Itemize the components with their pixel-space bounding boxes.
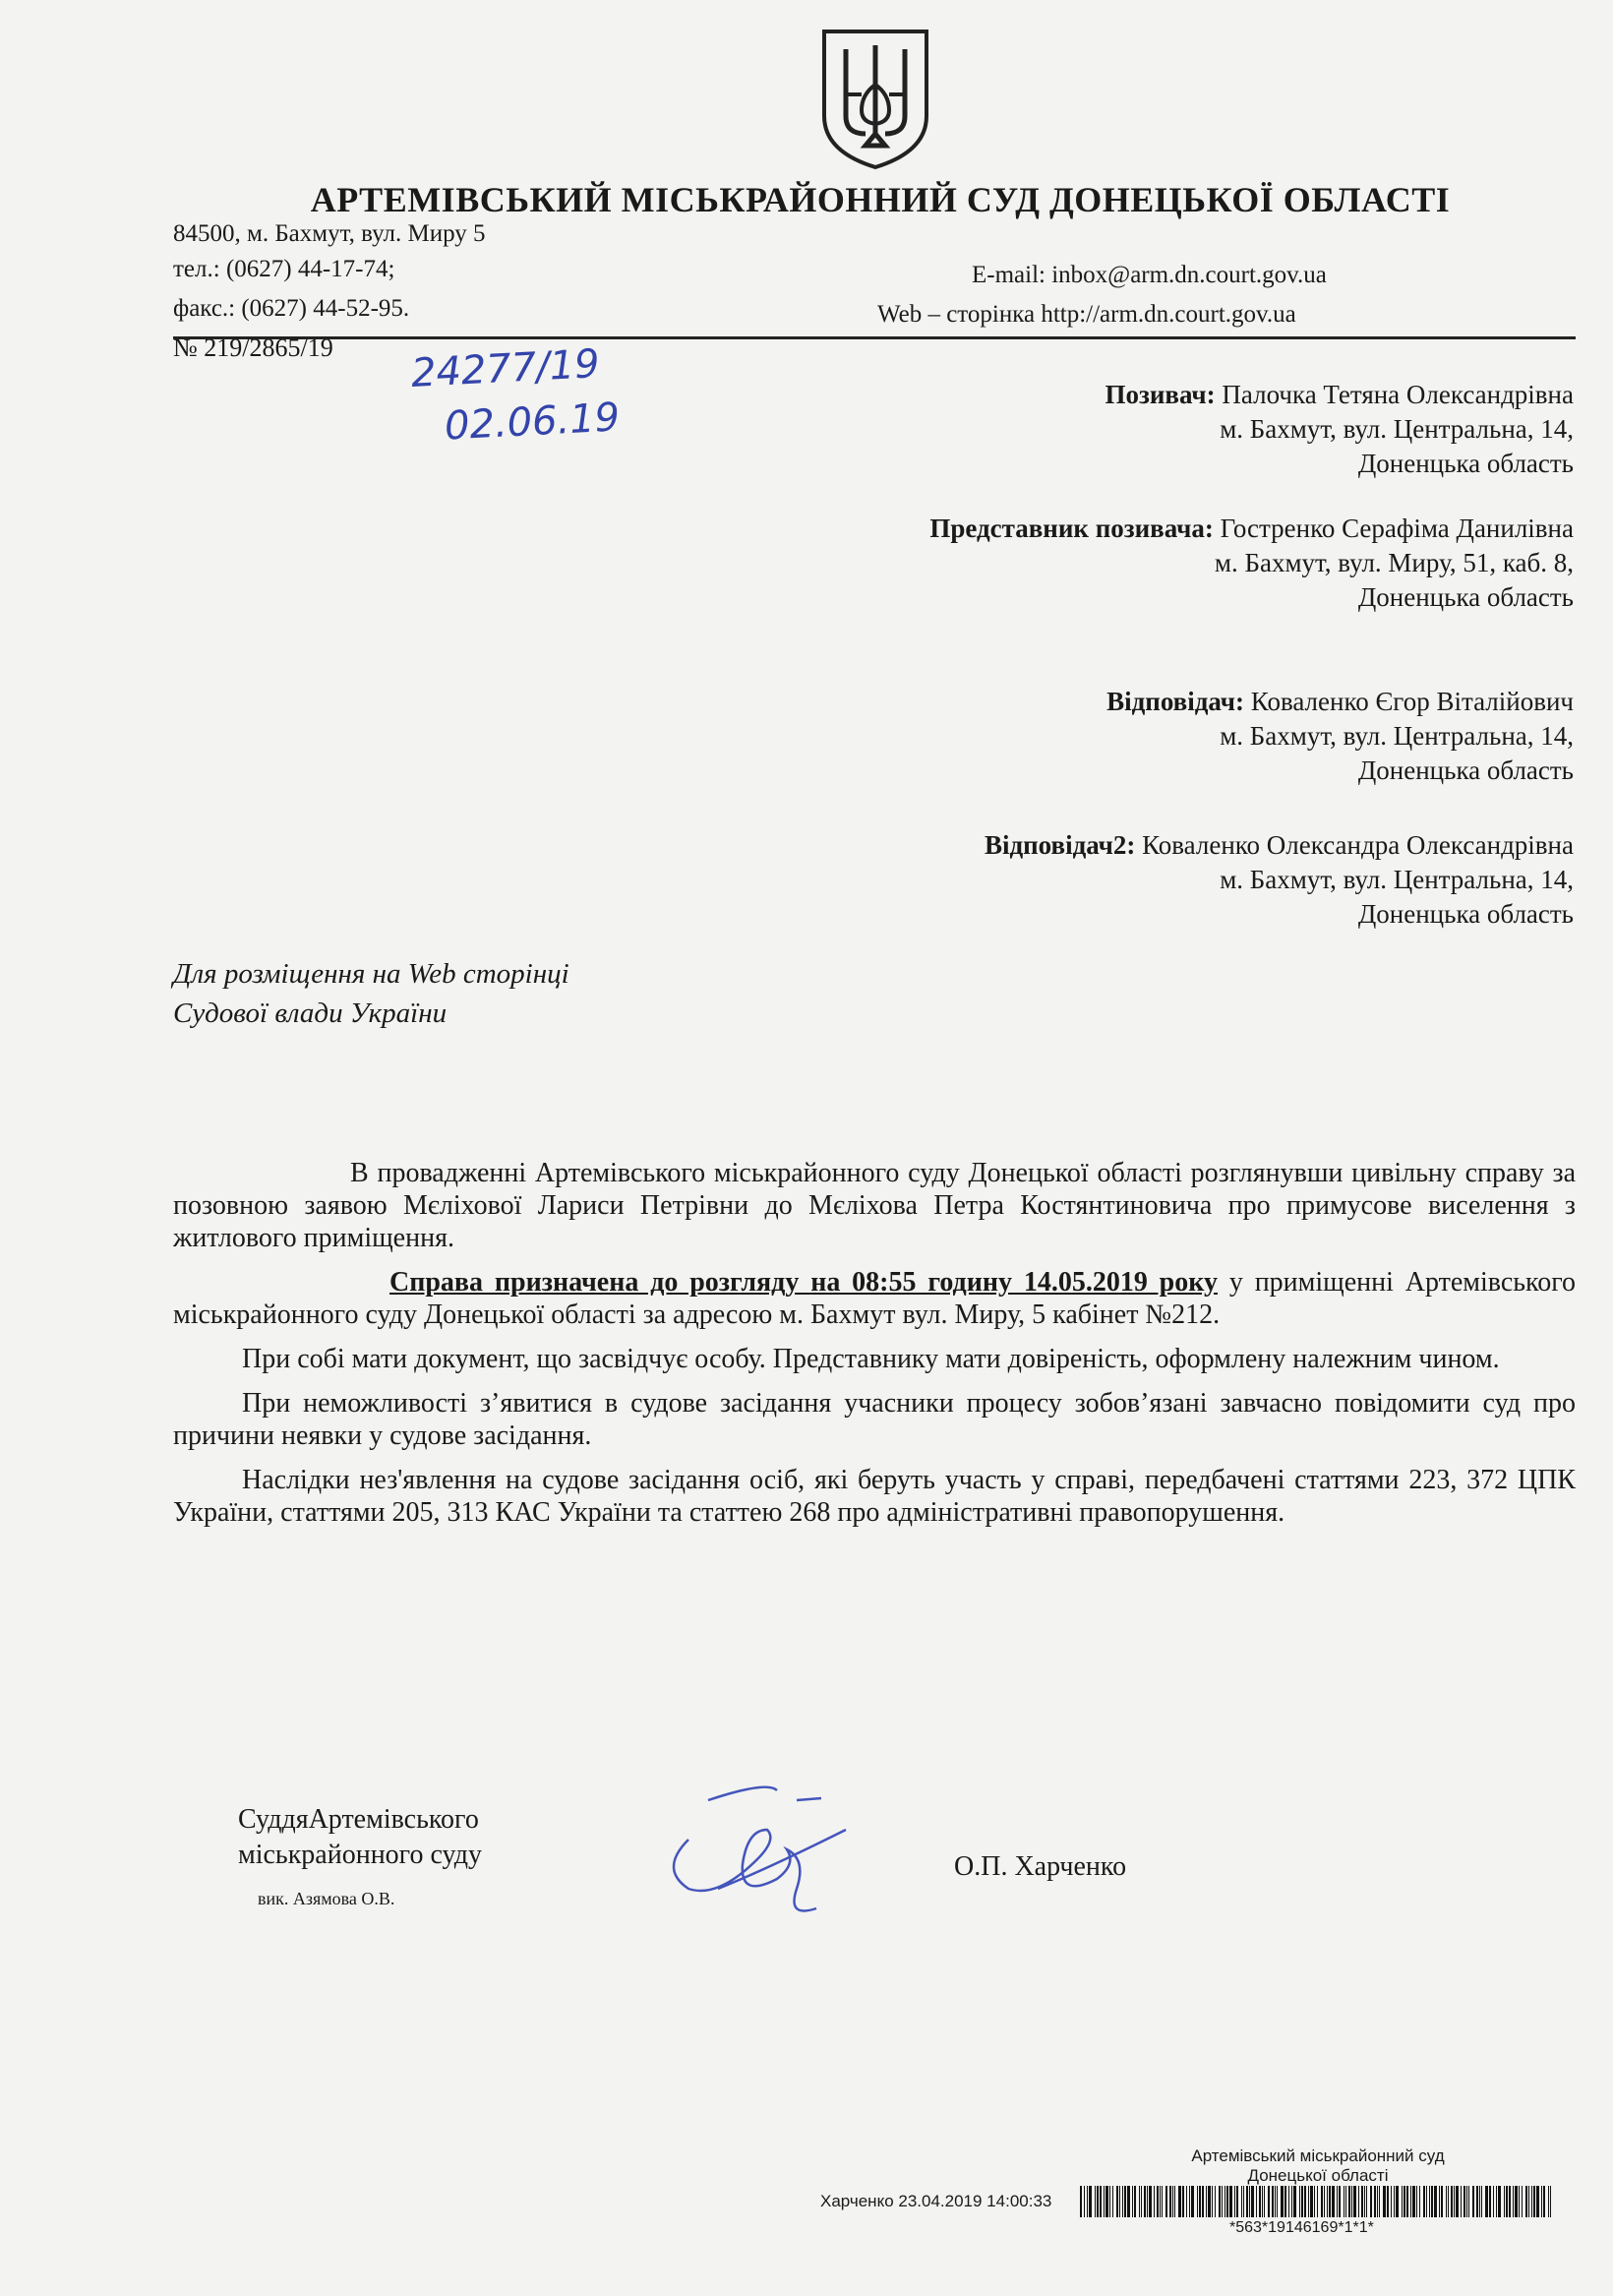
hearing-schedule-heading: Справа призначена до розгляду на 08:55 годину 14.05.2019 року [389,1267,1218,1298]
judge-title [238,1802,482,1873]
handwritten-signature-icon [649,1771,866,1928]
party-region: Доненцька область [1357,582,1574,612]
party-address: м. Бахмут, вул. Центральна, 14, [1220,721,1574,751]
court-email: E-mail: inbox@arm.dn.court.gov.ua [972,262,1327,288]
party-plaintiff-representative [393,512,1574,615]
handwritten-incoming-date: 02.06.19 [443,394,622,450]
party-name: Гостренко Серафіма Данилівна [1220,514,1574,543]
judge-name: О.П. Харченко [954,1851,1127,1882]
party-defendant [393,685,1574,788]
id-document-paragraph: При собі мати документ, що засвідчує особу. Представнику мати довіреність, оформлену належним чином. [242,1344,1500,1374]
party-plaintiff [393,378,1574,481]
party-address: м. Бахмут, вул. Миру, 51, каб. 8, [1214,548,1574,577]
court-phone: тел.: (0627) 44-17-74; [173,256,395,282]
court-website: Web – сторінка http://arm.dn.court.gov.ua [877,301,1296,328]
judge-title-line: СуддяАртемівського [238,1804,479,1835]
court-fax: факс.: (0627) 44-52-95. [173,295,410,322]
stamp-org-line: Донецької області [1247,2166,1389,2185]
party-role: Відповідач2: [984,830,1136,860]
party-role: Відповідач: [1106,687,1245,716]
coat-of-arms-icon [816,26,934,171]
party-region: Доненцька область [1357,449,1574,478]
party-name: Коваленко Єгор Віталійович [1250,687,1574,716]
web-note-line: Для розміщення на Web сторінці [173,958,569,990]
party-role: Представник позивача: [929,514,1214,543]
handwritten-incoming-number: 24277/19 [409,341,601,396]
absence-notice-paragraph: При неможливості з’явитися в судове засідання учасники процесу зобов’язані завчасно повідомити суд про причини неявки у судове засідання. [173,1388,1576,1451]
party-region: Доненцька область [1357,899,1574,929]
party-name: Коваленко Олександра Олександрівна [1142,830,1574,860]
party-name: Палочка Тетяна Олександрівна [1222,380,1574,409]
web-publication-note [173,954,569,1033]
party-address: м. Бахмут, вул. Центральна, 14, [1220,865,1574,894]
notice-body [173,1157,1576,1541]
stamp-org-line: Артемівський міськрайонний суд [1191,2146,1445,2165]
barcode-code: *563*19146169*1*1* [1229,2219,1374,2236]
header-divider [173,336,1576,339]
consequences-paragraph: Наслідки нез'явлення на судове засідання осіб, які беруть участь у справі, передбачені статтями 223, 372 ЦПК України, статтями 205, 313 КАС України та статтею 268 про адміністративні правопорушення. [173,1465,1576,1528]
hearing-schedule-paragraph [173,1266,1576,1331]
judge-title-line: міськрайонного суду [238,1840,483,1870]
court-address: 84500, м. Бахмут, вул. Миру 5 [173,220,486,247]
court-name-heading: АРТЕМІВСЬКИЙ МІСЬКРАЙОННИЙ СУД ДОНЕЦЬКОЇ ОБЛАСТІ [310,180,1451,219]
party-region: Доненцька область [1357,755,1574,785]
document-number: № 219/2865/19 [173,333,333,362]
web-note-line: Судової влади України [173,997,448,1029]
stamp-organization [1185,2146,1451,2186]
party-defendant-2 [393,828,1574,932]
executor-note: вик. Азямова О.В. [258,1889,395,1908]
e-signature-timestamp: Харченко 23.04.2019 14:00:33 [820,2192,1052,2210]
document-barcode [1080,2186,1562,2217]
party-role: Позивач: [1105,380,1216,409]
hearing-location: у приміщенні Артемівського міськрайонного суду Донецької області за адресою м. Бахмут вул. Миру, 5 кабінет №212. [173,1267,1576,1330]
party-address: м. Бахмут, вул. Центральна, 14, [1220,414,1574,444]
case-description-paragraph: В провадженні Артемівського міськрайонного суду Донецької області розглянувши цивільну справу за позовною заявою Мєліхової Лариси Петрівни до Мєліхова Петра Костянтиновича про примусове виселення з житлового приміщення. [173,1158,1576,1253]
